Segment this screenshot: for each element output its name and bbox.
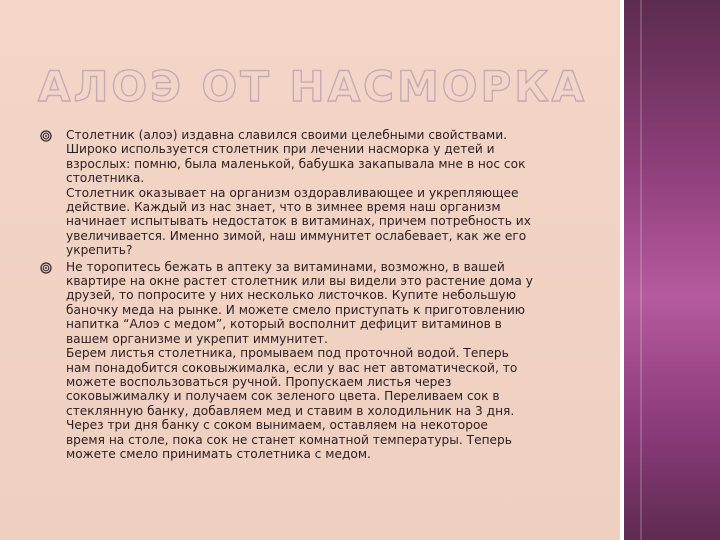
bullet-item-1	[40, 128, 600, 258]
bullet-item-2	[40, 260, 600, 462]
slide-title: АЛОЭ ОТ НАСМОРКА	[38, 62, 588, 111]
bullet-list	[40, 128, 600, 463]
bullet-text: Не торопитесь бежать в аптеку за витаминами, возможно, в вашей квартире на окне растет столетник или вы видели это растение дома у друзей, то попросите у них несколько листочков. Купите небольшую баночку меда на рынке. И можете смело приступать к приготовлению напитка “Алоэ с медом”, который восполнит дефицит витаминов в вашем организме и укрепит иммунитет. Берем листья столетника, промываем под проточной водой. Теперь нам понадобится соковыжималка, если у вас нет автоматической, то можете воспользоваться ручной. Пропускаем листья через соковыжималку и получаем сок зеленого цвета. Переливаем сок в стеклянную банку, добавляем мед и ставим в холодильник на 3 дня. Через три дня банку с соком вынимаем, оставляем на некоторое время на столе, пока сок не станет комнатной температуры. Теперь можете смело принимать столетника с медом.	[66, 259, 533, 461]
decorative-side-panel	[624, 0, 720, 540]
bullet-text: Столетник (алоэ) издавна славился своими целебными свойствами. Широко используется столетник при лечении насморка у детей и взрослых: помню, была маленькой, бабушка закапывала мне в нос сок столетника. Столетник оказывает на организм оздоравливающее и укрепляющее действие. Каждый из нас знает, что в зимнее время наш организм начинает испытывать недостаток в витаминах, причем потребность их увеличивается. Именно зимой, наш иммунитет ослабевает, как же его укрепить?	[66, 128, 531, 258]
panel-stripe	[640, 0, 642, 540]
target-bullet-icon	[40, 130, 52, 142]
target-bullet-icon	[40, 262, 52, 274]
